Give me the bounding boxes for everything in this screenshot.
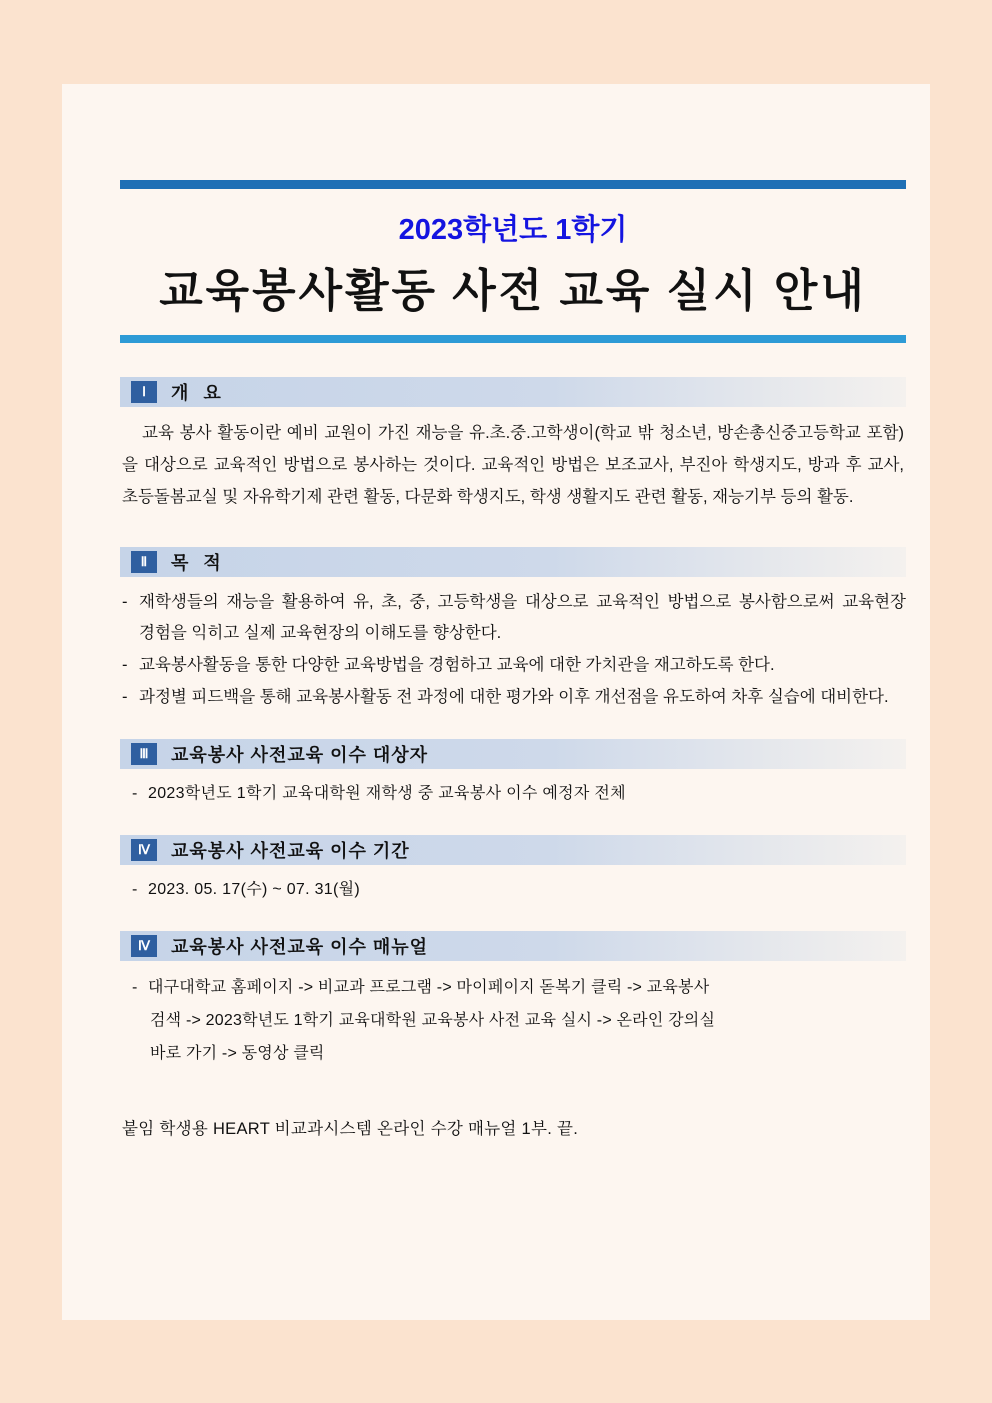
list-item: - 교육봉사활동을 통한 다양한 교육방법을 경험하고 교육에 대한 가치관을 재고하도록 한다. — [120, 650, 906, 681]
manual-line-1: 대구대학교 홈페이지 -> 비교과 프로그램 -> 마이페이지 돋복기 클릭 -> 교육봉사 — [148, 979, 710, 996]
document-page — [62, 84, 930, 1320]
section-header-manual — [120, 931, 906, 961]
section-number-badge: Ⅲ — [131, 743, 157, 765]
section-purpose-list — [120, 587, 906, 713]
attachment-footnote: 붙임 학생용 HEART 비교과시스템 온라인 수강 매뉴얼 1부. 끝. — [122, 1120, 579, 1138]
title-rule-top — [120, 180, 906, 189]
section-label: 교육봉사 사전교육 이수 기간 — [171, 841, 410, 861]
section-label: 교육봉사 사전교육 이수 매뉴얼 — [171, 937, 429, 957]
section-period-line: - 2023. 05. 17(수) ~ 07. 31(월) — [120, 875, 906, 905]
section-label: 교육봉사 사전교육 이수 대상자 — [171, 745, 429, 765]
section-header-purpose — [120, 547, 906, 577]
document-body — [120, 180, 906, 1144]
section-number-badge: Ⅳ — [131, 839, 157, 861]
document-subtitle: 2023학년도 1학기 — [398, 214, 628, 246]
section-target-line: - 2023학년도 1학기 교육대학원 재학생 중 교육봉사 이수 예정자 전체 — [120, 779, 906, 809]
section-header-period — [120, 835, 906, 865]
title-rule-bottom — [120, 335, 906, 343]
section-header-target — [120, 739, 906, 769]
manual-line-2: 검색 -> 2023학년도 1학기 교육대학원 교육봉사 사전 교육 실시 -> 온라인 강의실 — [150, 1012, 716, 1029]
document-title: 교육봉사활동 사전 교육 실시 안내 — [159, 266, 867, 316]
section-label: 목 적 — [171, 553, 226, 573]
list-item: - 재학생들의 재능을 활용하여 유, 초, 중, 고등학생을 대상으로 교육적인 방법으로 봉사함으로써 교육현장 경험을 익히고 실제 교육현장의 이해도를 향상한다. — [120, 587, 906, 649]
section-number-badge: Ⅰ — [131, 381, 157, 403]
section-manual-steps — [120, 971, 906, 1070]
manual-line-3: 바로 가기 -> 동영상 클릭 — [150, 1045, 325, 1062]
section-number-badge: Ⅱ — [131, 551, 157, 573]
section-overview-body: 교육 봉사 활동이란 예비 교원이 가진 재능을 유.초.중.고학생이(학교 밖 청소년, 방손총신중고등학교 포함)을 대상으로 교육적인 방법으로 봉사하는 것이다. 교육적인 방법은 보조교사, 부진아 학생지도, 방과 후 교사, 초등돌봄교실 및 자유학기제 관련 활동, 다문화 학생지도, 학생 생활지도 관련 활동, 재능기부 등의 활동. — [122, 424, 904, 506]
section-label: 개 요 — [171, 383, 226, 403]
section-header-overview — [120, 377, 906, 407]
section-number-badge: Ⅳ — [131, 935, 157, 957]
list-item: - 과정별 피드백을 통해 교육봉사활동 전 과정에 대한 평가와 이후 개선점을 유도하여 차후 실습에 대비한다. — [120, 682, 906, 713]
